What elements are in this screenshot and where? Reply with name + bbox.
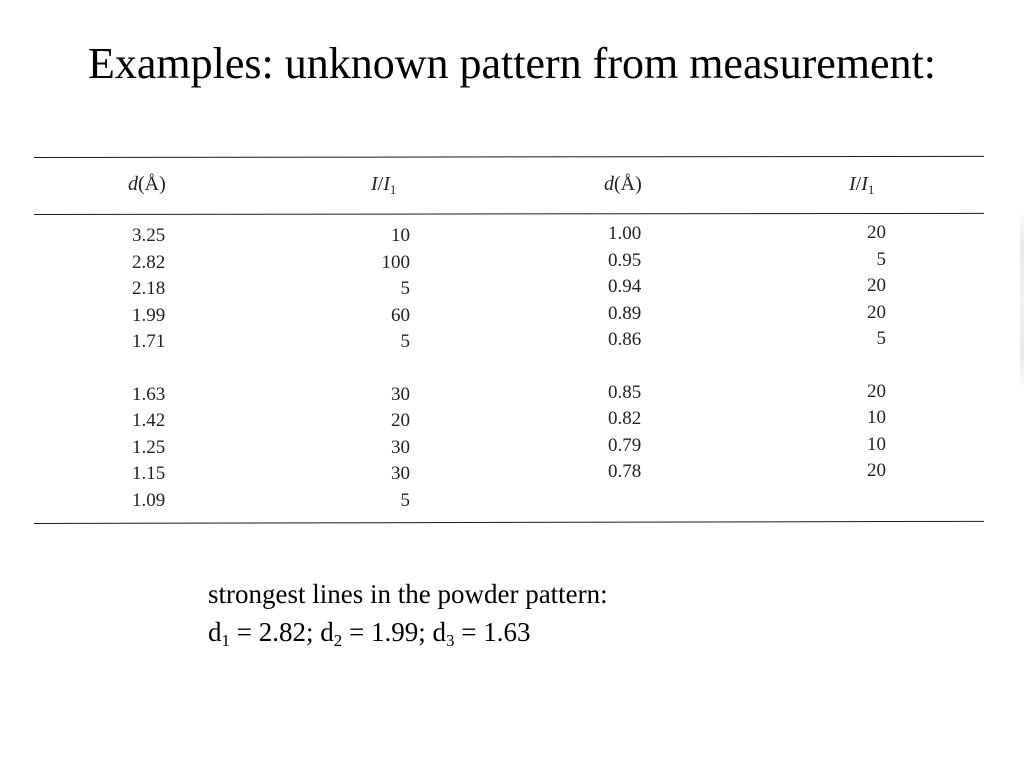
table-cell: 10 [867,407,886,428]
column-d-2 [608,221,688,486]
strongest-lines-note [208,575,608,651]
table-cell: 1.63 [132,383,166,405]
column-d-1 [132,223,212,514]
note-line-2: $d_1 = 2.82$; $d_2 = 1.99$; $d_3 = 1.63$ [208,617,531,650]
table-cell: 30 [391,436,410,458]
table-cell: 10 [391,225,410,246]
table-top-rule [34,156,984,158]
table-cell: 2.82 [132,251,166,273]
table-cell: 20 [867,380,886,402]
table-cell: 60 [391,304,410,326]
table-bottom-rule [34,521,984,524]
table-cell: 0.78 [608,461,642,482]
table-cell: 1.00 [608,223,642,244]
table-cell: 30 [391,383,410,405]
table-cell: 20 [867,222,886,243]
table-cell: 5 [400,278,410,299]
table-cell: 5 [400,331,410,352]
table-cell: 20 [391,410,410,431]
table-cell: 1.09 [132,489,166,511]
table-cell: 5 [876,248,886,270]
table-cell: 1.25 [132,436,166,458]
slide-title: Examples: unknown pattern from measurement: [88,39,936,88]
table-cell: 5 [400,489,410,511]
table-cell: 0.79 [608,434,642,456]
header-intensity-2: $I/I_1$ [849,173,875,197]
scan-edge-shadow [1020,210,1024,390]
table-cell: 0.82 [608,408,642,429]
table-cell: 20 [867,460,886,481]
table-cell: 0.94 [608,276,642,297]
table-cell: 1.42 [132,410,166,431]
header-intensity-1: $I/I_1$ [371,173,397,197]
table-cell: 10 [867,433,886,455]
table-cell: 1.15 [132,463,166,484]
table-cell: 20 [867,301,886,323]
table-cell: 0.86 [608,329,642,350]
note-line-1: strongest lines in the powder pattern: [208,579,608,609]
powder-pattern-table [34,160,984,520]
table-cell: 20 [867,275,886,296]
table-cell: 30 [391,463,410,484]
header-d-2: d(Å) [604,173,642,195]
table-cell: 2.18 [132,278,166,299]
table-cell: 0.89 [608,302,642,324]
table-cell: 1.71 [132,331,166,352]
table-cell: 100 [381,251,410,273]
column-intensity-2 [806,220,886,485]
table-cell: 3.25 [132,225,166,246]
header-d-1: d(Å) [128,173,166,195]
table-cell: 0.95 [608,249,642,271]
table-cell: 0.85 [608,381,642,403]
table-cell: 1.99 [132,304,166,326]
table-cell: 5 [876,328,886,349]
column-intensity-1 [330,223,410,514]
